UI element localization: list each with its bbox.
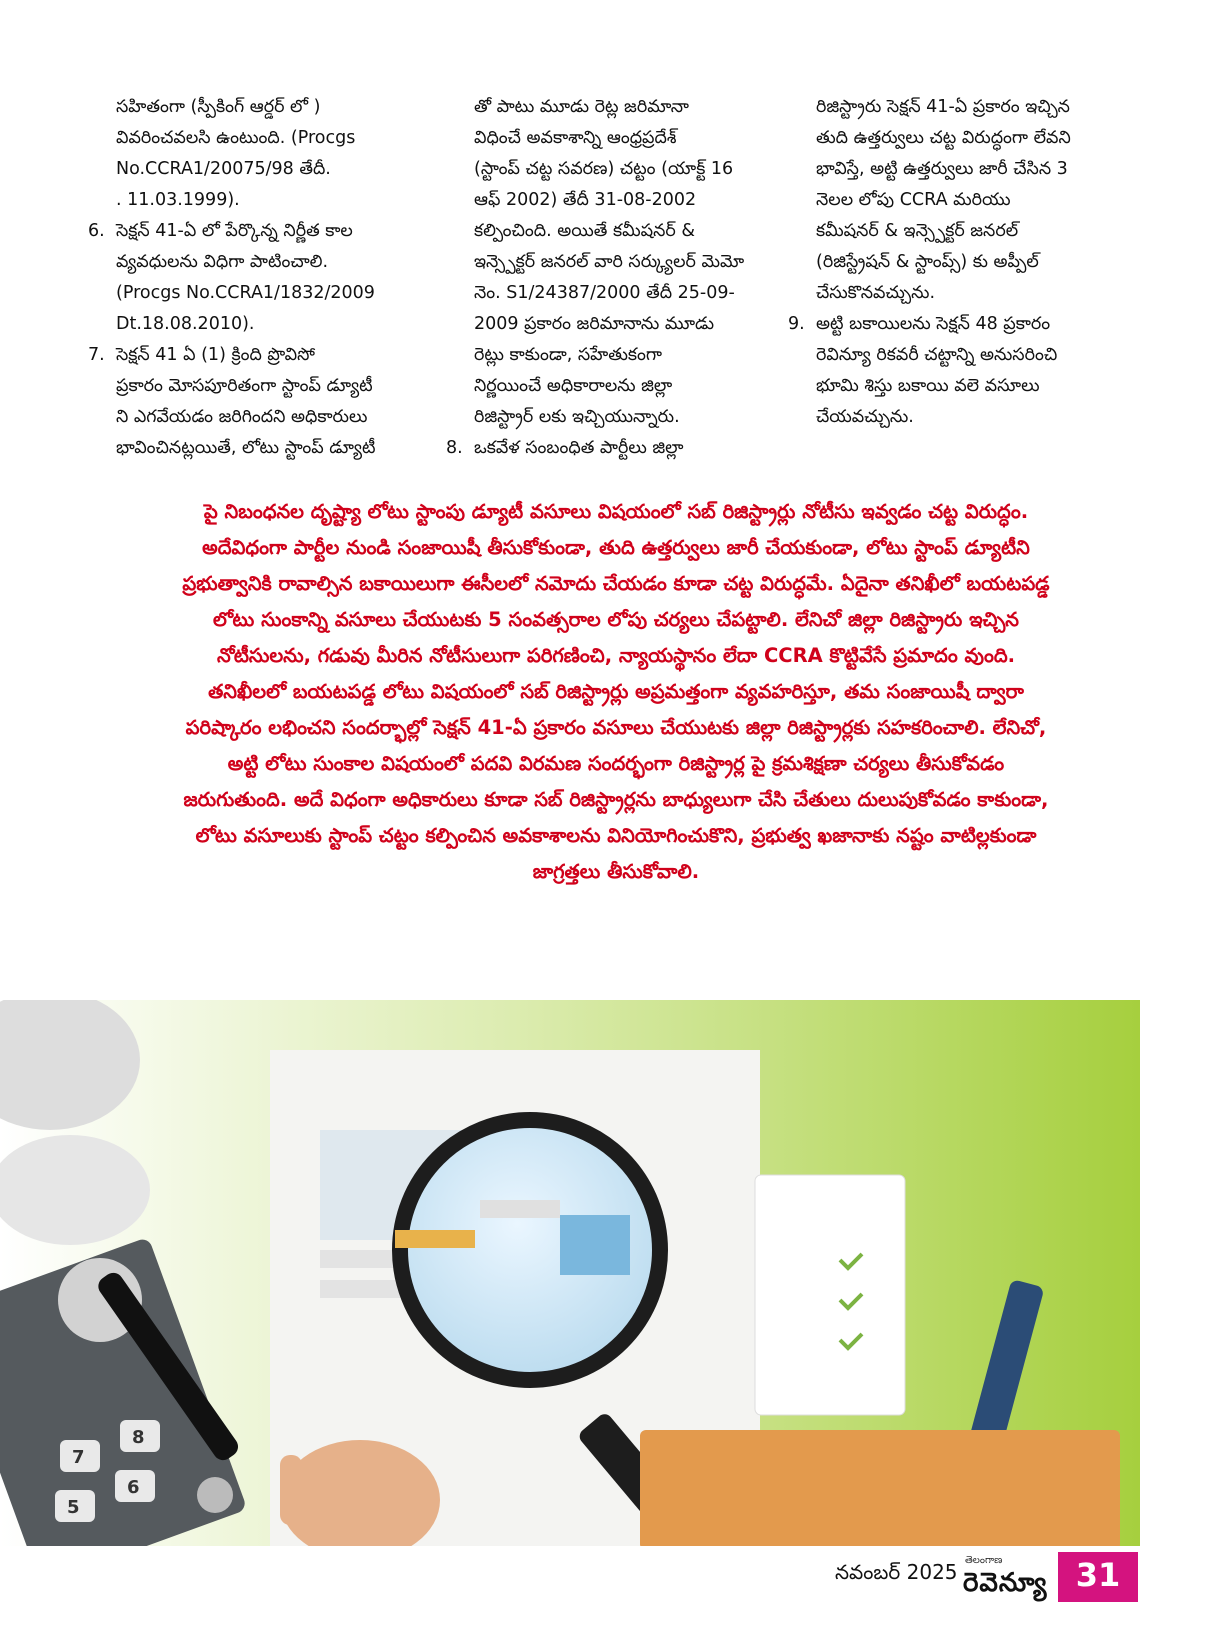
page-number: 31	[1075, 1556, 1121, 1594]
page-number-box	[1058, 1552, 1138, 1602]
summary-line: జాగ్రత్తలు తీసుకోవాలి.	[532, 860, 700, 883]
text-line: వివరించవలసి ఉంటుంది. (Procgs	[116, 128, 356, 148]
text-line: చేసుకొనవచ్చును.	[816, 283, 936, 303]
issue-date: నవంబర్ 2025	[835, 1560, 958, 1584]
highlighted-summary	[86, 494, 1146, 890]
text-line: వ్యవధులను విధిగా పాటించాలి.	[116, 252, 329, 272]
paragraph-continued	[446, 92, 776, 433]
text-line: అట్టి బకాయిలను సెక్షన్ 48 ప్రకారం	[816, 314, 1051, 334]
text-line: రెవిన్యూ రికవరీ చట్టాన్ని అనుసరించి	[816, 345, 1058, 365]
calculator-key: 8	[132, 1427, 145, 1448]
page-footer	[0, 1552, 1230, 1636]
summary-line: తనిఖీలలో బయటపడ్డ లోటు విషయంలో సబ్ రిజిస్ట్రార్లు అప్రమత్తంగా వ్యవహరిస్తూ, తమ సంజాయిషీ ద్వారా	[208, 680, 1024, 703]
text-line: కల్పించింది. అయితే కమీషనర్ &	[474, 221, 695, 241]
calculator-key: 6	[127, 1477, 140, 1498]
text-line: రెట్లు కాకుండా, సహేతుకంగా	[474, 345, 662, 365]
text-line: ప్రకారం మోసపూరితంగా స్టాంప్ డ్యూటీ	[116, 376, 373, 396]
text-line: ఒకవేళ సంబంధిత పార్టీలు జిల్లా	[474, 438, 684, 458]
list-item-7	[88, 340, 418, 464]
paragraph-continued	[88, 92, 418, 216]
calculator-key: 7	[72, 1447, 85, 1468]
text-line: ని ఎగవేయడం జరిగిందని అధికారులు	[116, 407, 368, 427]
summary-line: పై నిబంధనల దృష్ట్యా లోటు స్టాంపు డ్యూటీ వసూలు విషయంలో సబ్ రిజిస్ట్రార్లు నోటీసు ఇవ్వడం చట్ట విరుద్ధం.	[203, 500, 1029, 523]
paragraph-continued	[788, 92, 1118, 309]
article-columns	[88, 92, 1142, 482]
text-line: నెం. S1/24387/2000 తేదీ 25-09-	[474, 283, 735, 303]
summary-line: లోటు సుంకాన్ని వసూలు చేయుటకు 5 సంవత్సరాల లోపు చర్యలు చేపట్టాలి. లేనిచో జిల్లా రిజిస్ట్రారు ఇచ్చిన	[213, 608, 1019, 631]
audit-illustration	[0, 1000, 1140, 1546]
notepad-checklist-icon	[755, 1175, 905, 1415]
summary-line: ప్రభుత్వానికి రావాల్సిన బకాయిలుగా ఈసీలలో నమోదు చేయడం కూడా చట్ట విరుద్ధమే. ఏదైనా తనిఖీలో బయటపడ్డ	[182, 572, 1050, 595]
list-item-9	[788, 309, 1118, 433]
text-line: . 11.03.1999).	[116, 190, 240, 210]
text-line: భావిస్తే, అట్టి ఉత్తర్వులు జారీ చేసిన 3	[816, 159, 1068, 179]
summary-line: అదేవిధంగా పార్టీల నుండి సంజాయిషీ తీసుకోకుండా, తుది ఉత్తర్వులు జారీ చేయకుండా, లోటు స్టాంప్ డ్యూటీని	[202, 536, 1030, 559]
column-3	[788, 92, 1118, 433]
list-number: 6.	[88, 221, 105, 241]
text-line: సహితంగా (స్పీకింగ్ ఆర్డర్ లో )	[116, 97, 321, 117]
text-line: విధించే అవకాశాన్ని ఆంధ్రప్రదేశ్	[474, 128, 677, 148]
list-item-6	[88, 216, 418, 340]
text-line: తుది ఉత్తర్వులు చట్ట విరుద్ధంగా లేవని	[816, 128, 1071, 148]
text-line: రిజిస్ట్రారు సెక్షన్ 41-ఏ ప్రకారం ఇచ్చిన	[816, 97, 1070, 117]
list-number: 9.	[788, 314, 805, 334]
text-line: సెక్షన్ 41-ఏ లో పేర్కొన్న నిర్ణీత కాల	[116, 221, 353, 241]
text-line: చేయవచ్చును.	[816, 407, 914, 427]
summary-line: జరుగుతుంది. అదే విధంగా అధికారులు కూడా సబ్ రిజిస్ట్రార్లను బాధ్యులుగా చేసి చేతులు దులుపుకోవడం కాకుండా,	[183, 788, 1049, 811]
illustration-svg	[0, 1000, 1140, 1546]
column-1	[88, 92, 418, 464]
folder-icon	[640, 1430, 1120, 1546]
text-line: భూమి శిస్తు బకాయి వలె వసూలు	[816, 376, 1040, 396]
summary-line: అట్టి లోటు సుంకాల విషయంలో పదవి విరమణ సందర్భంగా రిజిస్ట్రార్ల పై క్రమశిక్షణా చర్యలు తీసుకోవడం	[227, 752, 1005, 775]
list-item-8	[446, 433, 776, 464]
text-line: నిర్ణయించే అధికారాలను జిల్లా	[474, 376, 673, 396]
text-line: No.CCRA1/20075/98 తేదీ.	[116, 159, 331, 179]
list-number: 7.	[88, 345, 105, 365]
text-line: కమీషనర్ & ఇన్స్పెక్టర్ జనరల్	[816, 221, 1019, 241]
magazine-title: రెవెన్యూ	[963, 1568, 1048, 1598]
text-line: భావించినట్లయితే, లోటు స్టాంప్ డ్యూటీ	[116, 438, 376, 458]
column-2	[446, 92, 776, 464]
summary-line: లోటు వసూలుకు స్టాంప్ చట్టం కల్పించిన అవకాశాలను వినియోగించుకొని, ప్రభుత్వ ఖజానాకు నష్టం వాటిల్లకుండా	[195, 824, 1037, 847]
summary-line: పరిష్కారం లభించని సందర్భాల్లో సెక్షన్ 41-ఏ ప్రకారం వసూలు చేయుటకు జిల్లా రిజిస్ట్రార్లకు సహకరించాలి. లేనిచో,	[185, 716, 1047, 739]
text-line: 2009 ప్రకారం జరిమానాను మూడు	[474, 314, 715, 334]
text-line: నెలల లోపు CCRA మరియు	[816, 190, 1011, 210]
text-line: ఆఫ్ 2002) తేదీ 31-08-2002	[474, 190, 697, 210]
calculator-key: 5	[67, 1497, 80, 1518]
text-line: సెక్షన్ 41 ఏ (1) క్రింది ప్రొవిసో	[116, 345, 315, 365]
text-line: రిజిస్ట్రార్ లకు ఇచ్చియున్నారు.	[474, 407, 680, 427]
summary-line: నోటీసులను, గడువు మీరిన నోటీసులుగా పరిగణించి, న్యాయస్థానం లేదా CCRA కొట్టివేసే ప్రమాదం వుంది.	[216, 644, 1016, 667]
text-line: Dt.18.08.2010).	[116, 314, 255, 334]
text-line: ఇన్స్పెక్టర్ జనరల్ వారి సర్క్యులర్ మెమో	[474, 252, 745, 272]
list-number: 8.	[446, 438, 463, 458]
text-line: (Procgs No.CCRA1/1832/2009	[116, 283, 375, 303]
text-line: (రిజిస్ట్రేషన్ & స్టాంప్స్) కు అప్పీల్	[816, 252, 1039, 272]
text-line: తో పాటు మూడు రెట్ల జరిమానా	[474, 97, 689, 117]
brand-subtitle: తెలంగాణ	[965, 1555, 1003, 1566]
text-line: (స్టాంప్ చట్ట సవరణ) చట్టం (యాక్ట్ 16	[474, 159, 734, 179]
